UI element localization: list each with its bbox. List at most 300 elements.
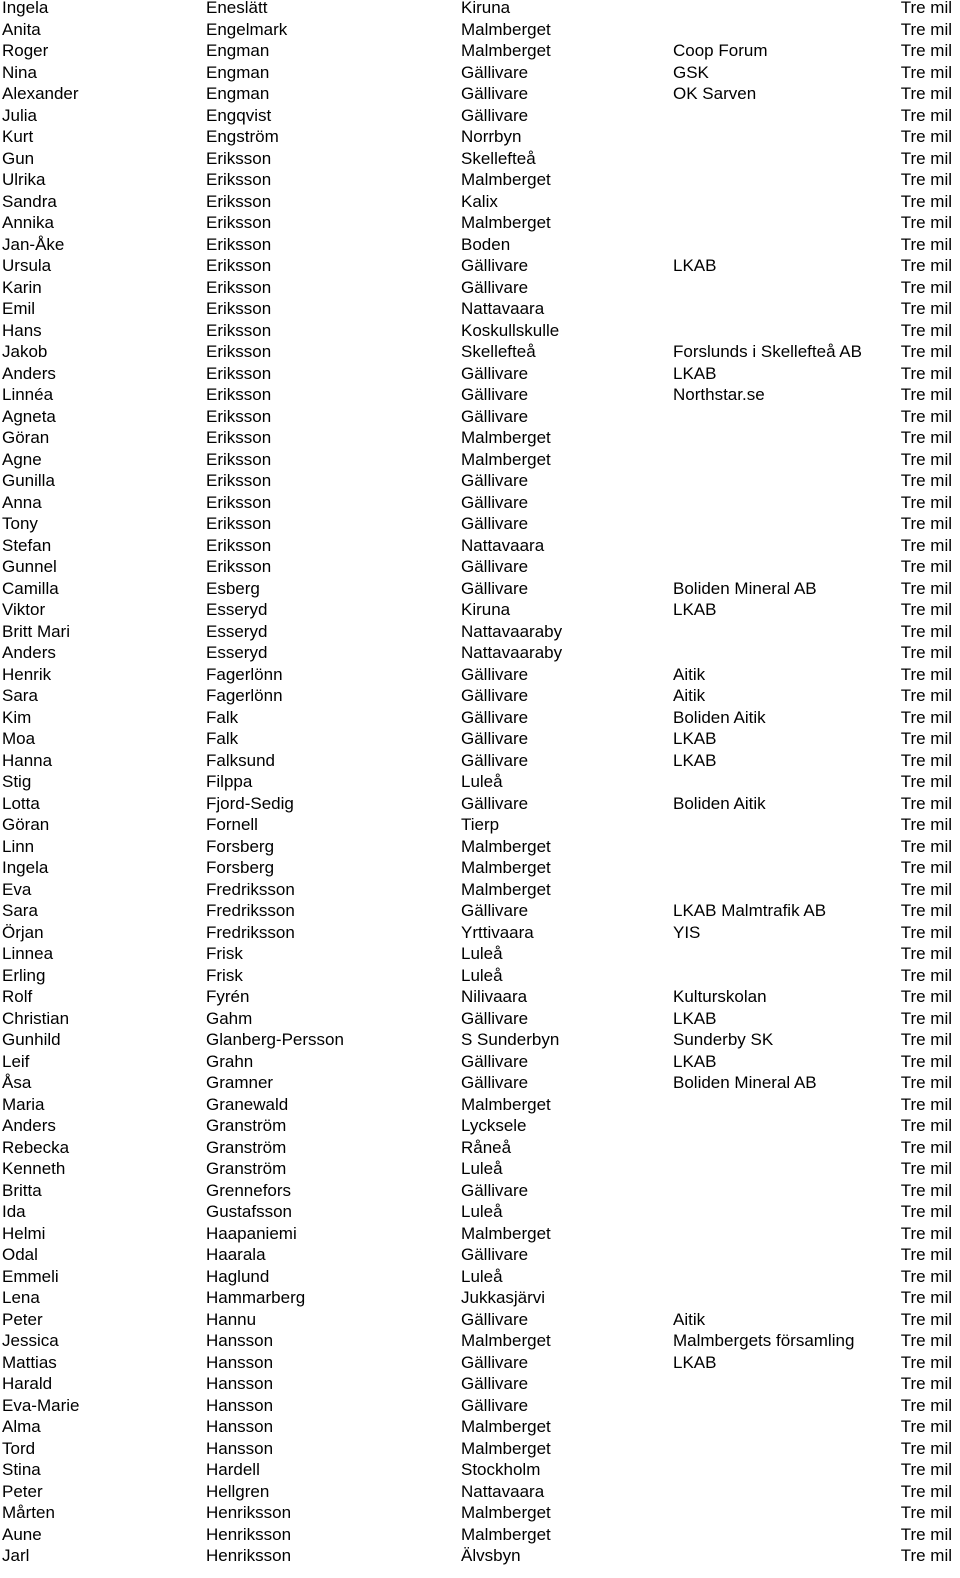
town-cell: Gällivare [461, 1180, 529, 1200]
town-cell: Malmberget [461, 41, 551, 60]
town-cell: Gällivare [461, 62, 529, 82]
last-name-cell: Forsberg [206, 836, 275, 856]
last-name-cell: Fyrén [206, 987, 250, 1006]
distance-cell: Tre mil [900, 1266, 952, 1286]
town-cell: Gällivare [461, 277, 529, 297]
organization-cell: LKAB Malmtrafik AB [673, 901, 827, 920]
distance-cell: Tre mil [900, 1245, 952, 1264]
town-cell: Luleå [461, 944, 503, 963]
first-name-cell: Rebecka [2, 1137, 70, 1157]
last-name-cell: Eriksson [206, 191, 272, 211]
first-name-cell: Jan-Åke [2, 234, 65, 254]
first-name-cell: Jakob [2, 342, 48, 361]
last-name-cell: Frisk [206, 944, 243, 963]
first-name-cell: Hanna [2, 750, 53, 770]
first-name-cell: Mattias [2, 1352, 57, 1372]
distance-cell: Tre mil [900, 0, 952, 17]
town-cell: Jukkasjärvi [461, 1288, 546, 1307]
first-name-cell: Anders [2, 643, 56, 662]
first-name-cell: Rolf [2, 987, 33, 1006]
town-cell: Gällivare [461, 385, 529, 404]
last-name-cell: Granström [206, 1116, 287, 1135]
last-name-cell: Fjord-Sedig [206, 793, 294, 813]
last-name-cell: Eriksson [206, 320, 272, 340]
town-cell: Nattavaara [461, 1481, 545, 1501]
town-cell: Malmberget [461, 428, 551, 447]
town-cell: Stockholm [461, 1460, 541, 1479]
town-cell: Gällivare [461, 1374, 529, 1393]
last-name-cell: Hansson [206, 1438, 274, 1458]
last-name-cell: Falk [206, 729, 239, 748]
town-cell: Gällivare [461, 686, 529, 705]
distance-cell: Tre mil [900, 299, 952, 318]
first-name-cell: Eva-Marie [2, 1395, 80, 1415]
distance-cell: Tre mil [900, 664, 952, 684]
first-name-cell: Anders [2, 363, 56, 383]
town-cell: Gällivare [461, 557, 529, 576]
town-cell: Luleå [461, 1266, 503, 1286]
distance-cell: Tre mil [900, 191, 952, 211]
town-cell: Gällivare [461, 492, 529, 512]
first-name-cell: Lena [2, 1288, 40, 1307]
first-name-cell: Linnéa [2, 385, 54, 404]
first-name-cell: Ida [2, 1202, 26, 1221]
distance-cell: Tre mil [900, 406, 952, 426]
town-cell: Gällivare [461, 1245, 529, 1264]
last-name-cell: Granström [206, 1159, 287, 1178]
last-name-cell: Esseryd [206, 643, 268, 662]
first-name-cell: Lotta [2, 793, 40, 813]
distance-cell: Tre mil [900, 84, 952, 103]
first-name-cell: Kurt [2, 127, 34, 146]
last-name-cell: Eriksson [206, 170, 272, 189]
last-name-cell: Esseryd [206, 621, 268, 641]
last-name-cell: Engman [206, 41, 270, 60]
first-name-cell: Erling [2, 965, 46, 985]
distance-cell: Tre mil [900, 1073, 952, 1092]
last-name-cell: Falk [206, 707, 239, 727]
organization-cell: LKAB [673, 729, 717, 748]
town-cell: Nattavaara [461, 299, 545, 318]
first-name-cell: Aune [2, 1524, 42, 1544]
first-name-cell: Hans [2, 320, 42, 340]
town-cell: Nattavaara [461, 535, 545, 555]
last-name-cell: Granewald [206, 1094, 289, 1114]
last-name-cell: Eriksson [206, 342, 272, 361]
distance-cell: Tre mil [900, 1546, 952, 1565]
distance-cell: Tre mil [900, 1008, 952, 1028]
first-name-cell: Mårten [2, 1503, 55, 1522]
distance-cell: Tre mil [900, 1180, 952, 1200]
distance-cell: Tre mil [900, 772, 952, 791]
town-cell: Skellefteå [461, 342, 536, 361]
town-cell: Gällivare [461, 1309, 529, 1329]
last-name-cell: Fornell [206, 815, 258, 834]
first-name-cell: Alma [2, 1417, 41, 1436]
town-cell: Malmberget [461, 1223, 551, 1243]
distance-cell: Tre mil [900, 1223, 952, 1243]
organization-cell: GSK [673, 62, 709, 82]
last-name-cell: Hardell [206, 1460, 260, 1479]
last-name-cell: Eriksson [206, 234, 272, 254]
last-name-cell: Eriksson [206, 514, 272, 533]
first-name-cell: Peter [2, 1481, 43, 1501]
distance-cell: Tre mil [900, 1460, 952, 1479]
last-name-cell: Gramner [206, 1073, 274, 1092]
last-name-cell: Hansson [206, 1395, 274, 1415]
first-name-cell: Maria [2, 1094, 45, 1114]
distance-cell: Tre mil [900, 686, 952, 705]
last-name-cell: Filppa [206, 772, 253, 791]
last-name-cell: Grennefors [206, 1180, 292, 1200]
organization-cell: Aitik [673, 664, 706, 684]
distance-cell: Tre mil [900, 1309, 952, 1329]
first-name-cell: Örjan [2, 922, 44, 942]
last-name-cell: Hannu [206, 1309, 257, 1329]
town-cell: Gällivare [461, 84, 529, 103]
town-cell: Gällivare [461, 1008, 529, 1028]
first-name-cell: Eva [2, 879, 32, 899]
town-cell: Gällivare [461, 901, 529, 920]
distance-cell: Tre mil [900, 256, 952, 275]
distance-cell: Tre mil [900, 170, 952, 189]
distance-cell: Tre mil [900, 578, 952, 598]
distance-cell: Tre mil [900, 213, 952, 232]
first-name-cell: Jarl [2, 1546, 30, 1565]
town-cell: Gällivare [461, 514, 529, 533]
first-name-cell: Moa [2, 729, 36, 748]
first-name-cell: Kenneth [2, 1159, 66, 1178]
last-name-cell: Eriksson [206, 428, 272, 447]
last-name-cell: Eriksson [206, 385, 272, 404]
organization-cell: Boliden Mineral AB [673, 1073, 817, 1092]
first-name-cell: Stina [2, 1460, 41, 1479]
organization-cell: Aitik [673, 686, 706, 705]
distance-cell: Tre mil [900, 1137, 952, 1157]
town-cell: Skellefteå [461, 148, 536, 168]
distance-cell: Tre mil [900, 19, 952, 39]
distance-cell: Tre mil [900, 1438, 952, 1458]
first-name-cell: Stig [2, 772, 32, 791]
distance-cell: Tre mil [900, 277, 952, 297]
first-name-cell: Sara [2, 686, 38, 705]
first-name-cell: Sara [2, 901, 38, 920]
distance-cell: Tre mil [900, 234, 952, 254]
distance-cell: Tre mil [900, 1503, 952, 1522]
organization-cell: Northstar.se [673, 385, 765, 404]
distance-cell: Tre mil [900, 1116, 952, 1135]
last-name-cell: Eriksson [206, 557, 272, 576]
distance-cell: Tre mil [900, 385, 952, 404]
last-name-cell: Eneslätt [206, 0, 268, 17]
distance-cell: Tre mil [900, 1288, 952, 1307]
last-name-cell: Eriksson [206, 256, 272, 275]
distance-cell: Tre mil [900, 987, 952, 1006]
last-name-cell: Eriksson [206, 277, 272, 297]
organization-cell: LKAB [673, 600, 717, 619]
distance-cell: Tre mil [900, 1374, 952, 1393]
first-name-cell: Christian [2, 1008, 70, 1028]
last-name-cell: Esberg [206, 578, 260, 598]
last-name-cell: Fredriksson [206, 922, 295, 942]
first-name-cell: Camilla [2, 578, 59, 598]
last-name-cell: Eriksson [206, 406, 272, 426]
organization-cell: Kulturskolan [673, 987, 767, 1006]
distance-cell: Tre mil [900, 41, 952, 60]
last-name-cell: Engelmark [206, 19, 288, 39]
organization-cell: LKAB [673, 256, 717, 275]
distance-cell: Tre mil [900, 621, 952, 641]
distance-cell: Tre mil [900, 535, 952, 555]
distance-cell: Tre mil [900, 428, 952, 447]
distance-cell: Tre mil [900, 1331, 952, 1350]
town-cell: Gällivare [461, 471, 529, 490]
distance-cell: Tre mil [900, 643, 952, 662]
distance-cell: Tre mil [900, 836, 952, 856]
town-cell: Malmberget [461, 1094, 551, 1114]
last-name-cell: Eriksson [206, 148, 272, 168]
last-name-cell: Haglund [206, 1266, 270, 1286]
town-cell: Malmberget [461, 1503, 551, 1522]
first-name-cell: Gunilla [2, 471, 55, 490]
town-cell: Malmberget [461, 836, 551, 856]
town-cell: Malmberget [461, 213, 551, 232]
last-name-cell: Fredriksson [206, 901, 295, 920]
last-name-cell: Eriksson [206, 363, 272, 383]
distance-cell: Tre mil [900, 492, 952, 512]
town-cell: Kiruna [461, 600, 511, 619]
table-row [0, 1548, 960, 1570]
distance-cell: Tre mil [900, 858, 952, 877]
first-name-cell: Annika [2, 213, 54, 232]
distance-cell: Tre mil [900, 320, 952, 340]
distance-cell: Tre mil [900, 1051, 952, 1071]
distance-cell: Tre mil [900, 600, 952, 619]
town-cell: Luleå [461, 965, 503, 985]
last-name-cell: Engman [206, 62, 270, 82]
distance-cell: Tre mil [900, 514, 952, 533]
town-cell: Gällivare [461, 1073, 529, 1092]
first-name-cell: Göran [2, 428, 50, 447]
town-cell: Gällivare [461, 363, 529, 383]
last-name-cell: Glanberg-Persson [206, 1030, 344, 1049]
first-name-cell: Tord [2, 1438, 36, 1458]
town-cell: Gällivare [461, 256, 529, 275]
first-name-cell: Ursula [2, 256, 52, 275]
town-cell: Lycksele [461, 1116, 527, 1135]
distance-cell: Tre mil [900, 1030, 952, 1049]
distance-cell: Tre mil [900, 105, 952, 125]
distance-cell: Tre mil [900, 1094, 952, 1114]
town-cell: Yrttivaara [461, 922, 534, 942]
last-name-cell: Haapaniemi [206, 1223, 297, 1243]
first-name-cell: Britt Mari [2, 621, 70, 641]
first-name-cell: Gun [2, 148, 35, 168]
distance-cell: Tre mil [900, 127, 952, 146]
organization-cell: LKAB [673, 1051, 717, 1071]
first-name-cell: Alexander [2, 84, 79, 103]
last-name-cell: Grahn [206, 1051, 254, 1071]
town-cell: Gällivare [461, 1051, 529, 1071]
organization-cell: LKAB [673, 363, 717, 383]
first-name-cell: Emil [2, 299, 36, 318]
last-name-cell: Hansson [206, 1417, 274, 1436]
last-name-cell: Esseryd [206, 600, 268, 619]
town-cell: Gällivare [461, 729, 529, 748]
last-name-cell: Hellgren [206, 1481, 270, 1501]
town-cell: Gällivare [461, 707, 529, 727]
town-cell: Tierp [461, 815, 500, 834]
organization-cell: LKAB [673, 1008, 717, 1028]
first-name-cell: Linn [2, 836, 35, 856]
first-name-cell: Nina [2, 62, 37, 82]
last-name-cell: Engman [206, 84, 270, 103]
last-name-cell: Fagerlönn [206, 664, 283, 684]
distance-cell: Tre mil [900, 901, 952, 920]
last-name-cell: Frisk [206, 965, 243, 985]
first-name-cell: Roger [2, 41, 49, 60]
first-name-cell: Harald [2, 1374, 53, 1393]
last-name-cell: Engqvist [206, 105, 272, 125]
distance-cell: Tre mil [900, 557, 952, 576]
last-name-cell: Granström [206, 1137, 287, 1157]
town-cell: Malmberget [461, 1417, 551, 1436]
first-name-cell: Helmi [2, 1223, 46, 1243]
first-name-cell: Agne [2, 449, 42, 469]
last-name-cell: Hansson [206, 1352, 274, 1372]
first-name-cell: Gunhild [2, 1030, 61, 1049]
town-cell: Norrbyn [461, 127, 522, 146]
town-cell: Gällivare [461, 664, 529, 684]
distance-cell: Tre mil [900, 879, 952, 899]
organization-cell: Coop Forum [673, 41, 768, 60]
first-name-cell: Julia [2, 105, 37, 125]
last-name-cell: Fredriksson [206, 879, 295, 899]
distance-cell: Tre mil [900, 1352, 952, 1372]
organization-cell: LKAB [673, 1352, 717, 1372]
town-cell: Gällivare [461, 1395, 529, 1415]
last-name-cell: Forsberg [206, 858, 275, 877]
town-cell: Gällivare [461, 793, 529, 813]
last-name-cell: Gahm [206, 1008, 253, 1028]
last-name-cell: Eriksson [206, 535, 272, 555]
first-name-cell: Sandra [2, 191, 57, 211]
organization-cell: Boliden Aitik [673, 707, 766, 727]
last-name-cell: Haarala [206, 1245, 266, 1264]
distance-cell: Tre mil [900, 1202, 952, 1221]
first-name-cell: Tony [2, 514, 38, 533]
organization-cell: YIS [673, 922, 701, 942]
first-name-cell: Peter [2, 1309, 43, 1329]
town-cell: Malmberget [461, 858, 551, 877]
town-cell: Gällivare [461, 406, 529, 426]
last-name-cell: Henriksson [206, 1546, 292, 1565]
town-cell: Gällivare [461, 105, 529, 125]
town-cell: Koskullskulle [461, 320, 560, 340]
last-name-cell: Fagerlönn [206, 686, 283, 705]
distance-cell: Tre mil [900, 965, 952, 985]
first-name-cell: Jessica [2, 1331, 59, 1350]
last-name-cell: Gustafsson [206, 1202, 292, 1221]
first-name-cell: Göran [2, 815, 50, 834]
last-name-cell: Hammarberg [206, 1288, 306, 1307]
town-cell: Malmberget [461, 1524, 551, 1544]
distance-cell: Tre mil [900, 1481, 952, 1501]
distance-cell: Tre mil [900, 1417, 952, 1436]
town-cell: Luleå [461, 1159, 503, 1178]
first-name-cell: Gunnel [2, 557, 57, 576]
town-cell: Råneå [461, 1137, 512, 1157]
first-name-cell: Ingela [2, 0, 49, 17]
first-name-cell: Karin [2, 277, 42, 297]
town-cell: Nilivaara [461, 987, 528, 1006]
last-name-cell: Eriksson [206, 449, 272, 469]
town-cell: Malmberget [461, 1331, 551, 1350]
last-name-cell: Eriksson [206, 471, 272, 490]
town-cell: Kiruna [461, 0, 511, 17]
first-name-cell: Odal [2, 1245, 38, 1264]
last-name-cell: Hansson [206, 1331, 274, 1350]
first-name-cell: Stefan [2, 535, 52, 555]
town-cell: Nattavaaraby [461, 643, 563, 662]
town-cell: Malmberget [461, 19, 551, 39]
organization-cell: Boliden Mineral AB [673, 578, 817, 598]
distance-cell: Tre mil [900, 62, 952, 82]
distance-cell: Tre mil [900, 1524, 952, 1544]
town-cell: Malmberget [461, 449, 551, 469]
distance-cell: Tre mil [900, 363, 952, 383]
first-name-cell: Kim [2, 707, 32, 727]
town-cell: Älvsbyn [461, 1546, 521, 1565]
organization-cell: Aitik [673, 1309, 706, 1329]
town-cell: Malmberget [461, 1438, 551, 1458]
first-name-cell: Henrik [2, 664, 52, 684]
distance-cell: Tre mil [900, 1159, 952, 1178]
distance-cell: Tre mil [900, 922, 952, 942]
first-name-cell: Åsa [2, 1073, 32, 1092]
town-cell: S Sunderbyn [461, 1030, 560, 1049]
town-cell: Gällivare [461, 578, 529, 598]
last-name-cell: Henriksson [206, 1503, 292, 1522]
town-cell: Luleå [461, 1202, 503, 1221]
last-name-cell: Eriksson [206, 213, 272, 232]
first-name-cell: Leif [2, 1051, 30, 1071]
last-name-cell: Engström [206, 127, 279, 146]
first-name-cell: Anita [2, 19, 41, 39]
organization-cell: LKAB [673, 750, 717, 770]
last-name-cell: Eriksson [206, 299, 272, 318]
last-name-cell: Eriksson [206, 492, 272, 512]
distance-cell: Tre mil [900, 729, 952, 748]
town-cell: Nattavaaraby [461, 621, 563, 641]
first-name-cell: Britta [2, 1180, 42, 1200]
first-name-cell: Anders [2, 1116, 56, 1135]
town-cell: Gällivare [461, 750, 529, 770]
town-cell: Boden [461, 234, 511, 254]
distance-cell: Tre mil [900, 449, 952, 469]
first-name-cell: Emmeli [2, 1266, 59, 1286]
first-name-cell: Linnea [2, 944, 54, 963]
organization-cell: Boliden Aitik [673, 793, 766, 813]
distance-cell: Tre mil [900, 707, 952, 727]
distance-cell: Tre mil [900, 793, 952, 813]
distance-cell: Tre mil [900, 815, 952, 834]
town-cell: Malmberget [461, 879, 551, 899]
last-name-cell: Henriksson [206, 1524, 292, 1544]
distance-cell: Tre mil [900, 342, 952, 361]
last-name-cell: Falksund [206, 750, 275, 770]
distance-cell: Tre mil [900, 148, 952, 168]
